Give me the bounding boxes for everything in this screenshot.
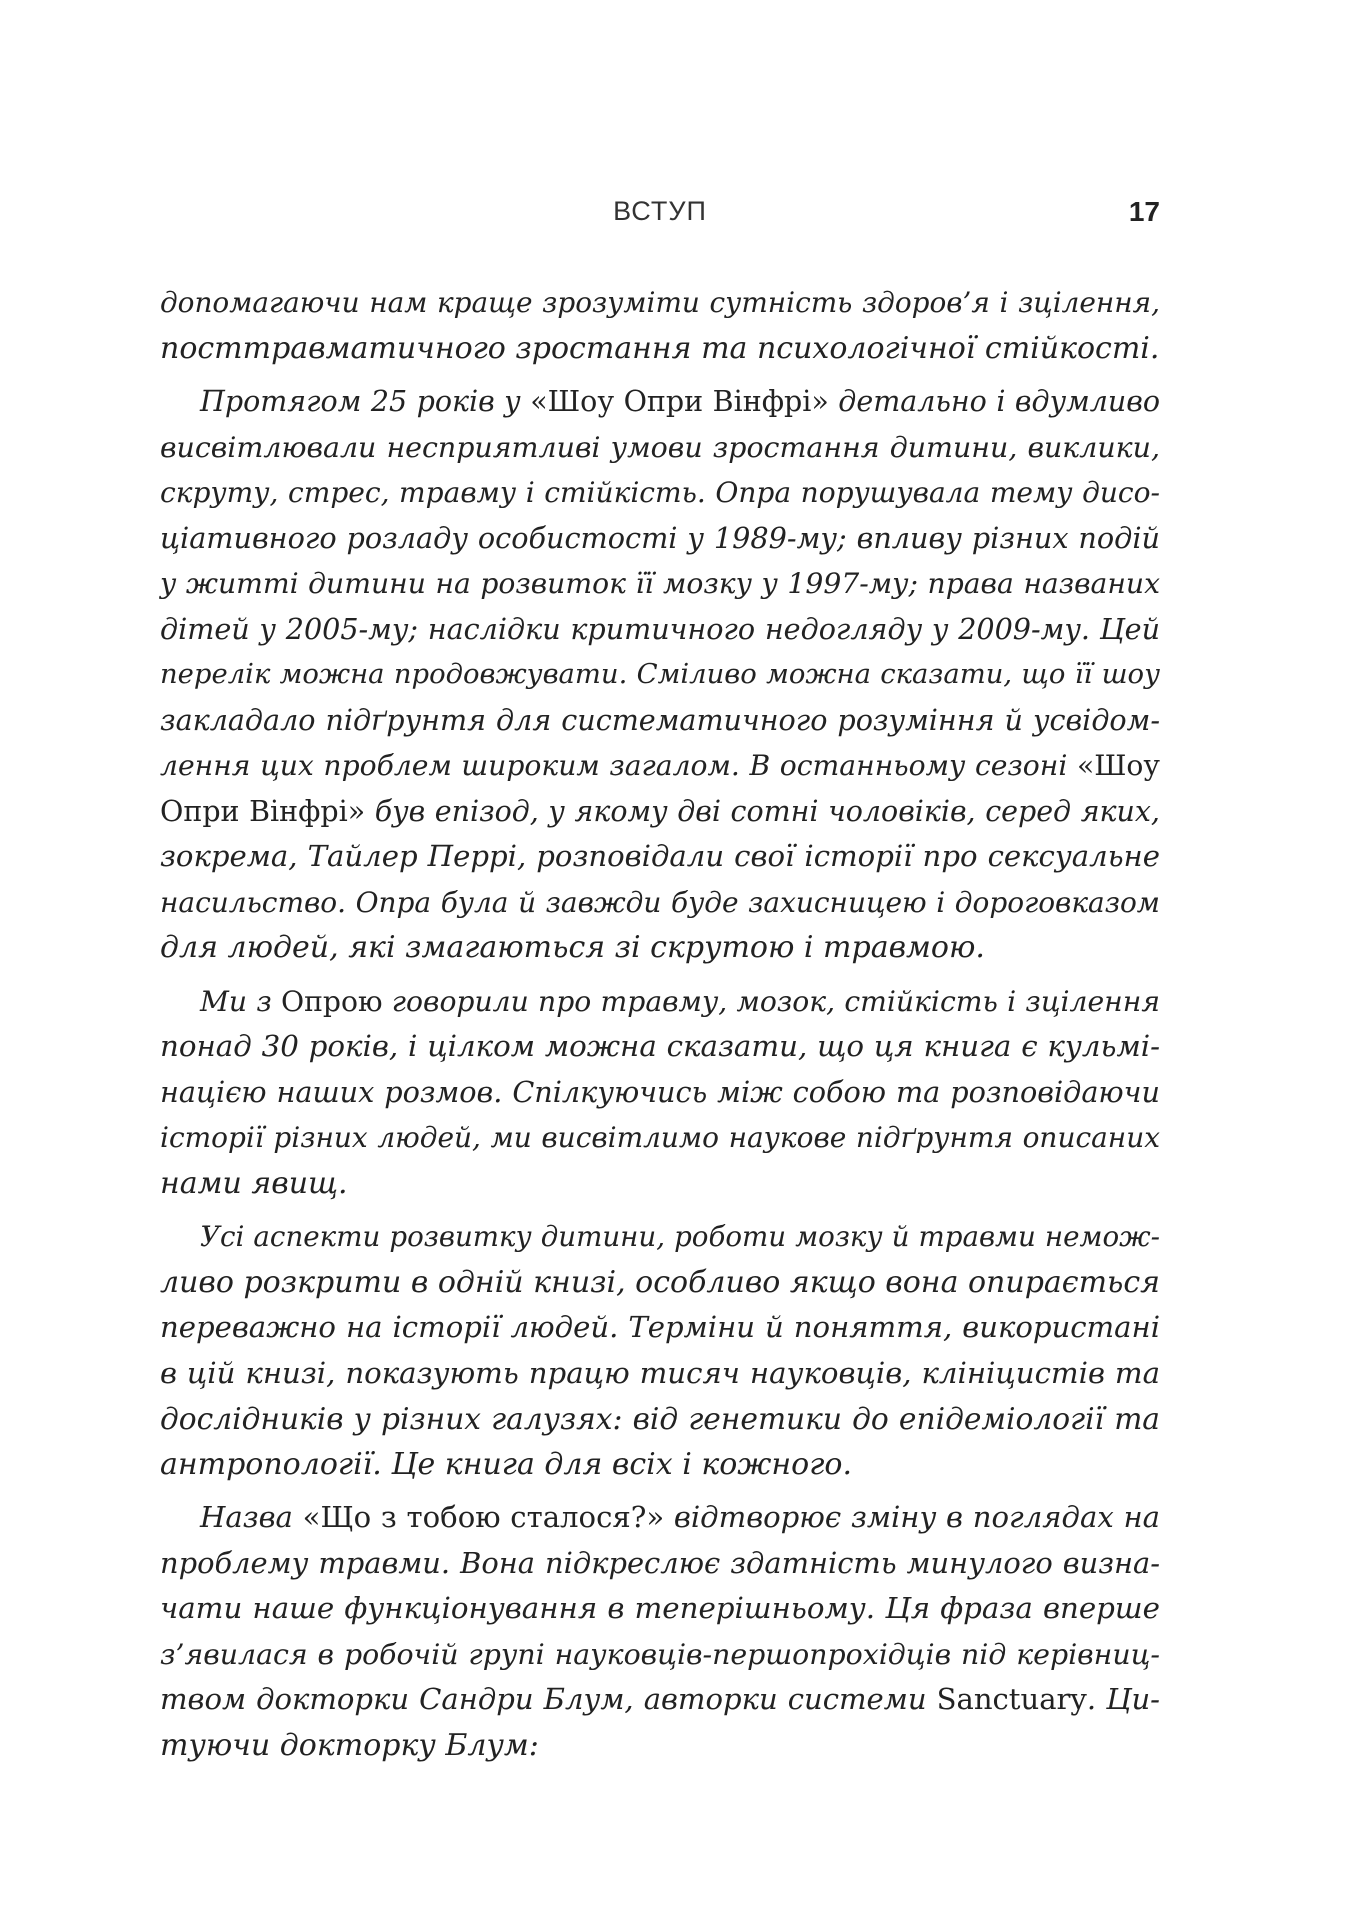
text-line: ціативного розладу особистості у 1989-му; впливу різних подій <box>160 520 1160 555</box>
upright-text: Sanctuary <box>936 1682 1087 1716</box>
text-line: Усі аспекти розвитку дитини, роботи мозку й травми немож- <box>200 1220 1160 1253</box>
paragraph-gap <box>160 971 1160 979</box>
text-line: дослідників у різних галузях: від генетики до епідеміології та <box>160 1401 1160 1436</box>
text-line: ливо розкрити в одній книзі, особливо якщо вона опирається <box>160 1264 1161 1300</box>
text-line: у житті дитини на розвиток її мозку у 1997-му; права названих <box>160 567 1160 600</box>
text-line: нацією наших розмов. Спілкуючись між собою та розповідаючи <box>160 1074 1160 1109</box>
body-text <box>160 280 1160 1768</box>
text-line: Протягом 25 років у «Шоу Опри Вінфрі» детально і вдумливо <box>200 385 1160 418</box>
upright-text: «Що з тобою сталося?» <box>302 1500 665 1534</box>
text-line: посттравматичного зростання та психологічної стійкості. <box>160 330 1160 366</box>
text-line: висвітлювали несприятливі умови зростання дитини, виклики, <box>160 430 1160 464</box>
upright-text: Опри Вінфрі» <box>160 794 366 828</box>
text-line: насильство. Опра була й завжди буде захисницею і дороговказом <box>160 885 1160 919</box>
paragraph <box>160 280 1160 371</box>
text-line: Опри Вінфрі» був епізод, у якому дві сотні чоловіків, серед яких, <box>160 794 1160 828</box>
upright-text: «Шоу Опри Вінфрі» <box>530 385 829 418</box>
text-line: в цій книзі, показують працю тисяч науковців, клініцистів та <box>160 1355 1160 1390</box>
section-title: ВСТУП <box>613 196 707 226</box>
text-line: проблему травми. Вона підкреслює здатність минулого визна- <box>160 1545 1160 1580</box>
text-line: дітей у 2005-му; наслідки критичного недогляду у 2009-му. Цей <box>160 611 1160 646</box>
upright-text: Опрою <box>281 984 383 1018</box>
text-line: туючи докторку Блум: <box>160 1727 539 1763</box>
text-line: нами явищ. <box>160 1165 348 1201</box>
text-line: лення цих проблем широким загалом. В останньому сезоні «Шоу <box>160 749 1160 782</box>
text-line: переважно на історії людей. Терміни й поняття, використані <box>160 1310 1160 1344</box>
text-line: зокрема, Тайлер Перрі, розповідали свої історії про сексуальне <box>160 839 1160 873</box>
text-line: для людей, які змагаються зі скрутою і травмою. <box>160 930 985 965</box>
text-line: твом докторки Сандри Блум, авторки системи Sanctuary. Ци- <box>160 1682 1160 1716</box>
text-line: з’явилася в робочій групі науковців-першопрохідців під керівниц- <box>160 1637 1160 1671</box>
text-line: Назва «Що з тобою сталося?» відтворює зміну в поглядах на <box>200 1500 1161 1534</box>
paragraph-gap <box>160 371 1160 379</box>
text-line: закладало підґрунтя для систематичного розуміння й усвідом- <box>160 702 1160 737</box>
page-number: 17 <box>1128 196 1160 227</box>
text-line: антропології. Це книга для всіх і кожного. <box>160 1446 852 1482</box>
paragraph <box>160 1495 1160 1768</box>
upright-text: «Шоу <box>1076 749 1160 782</box>
text-line: понад 30 років, і цілком можна сказати, що ця книга є кульмі- <box>160 1029 1160 1063</box>
text-line: скруту, стрес, травму і стійкість. Опра порушувала тему дисо- <box>160 476 1160 509</box>
paragraph <box>160 379 1160 971</box>
paragraph <box>160 979 1160 1207</box>
paragraph <box>160 1214 1160 1487</box>
text-line: історії різних людей, ми висвітлимо наукове підґрунтя описаних <box>160 1121 1160 1154</box>
paragraph-gap <box>160 1206 1160 1214</box>
running-head <box>160 196 1160 236</box>
text-line: чати наше функціонування в теперішньому. Ця фраза вперше <box>160 1591 1160 1625</box>
text-line: допомагаючи нам краще зрозуміти сутність здоров’я і зцілення, <box>160 286 1160 319</box>
text-line: перелік можна продовжувати. Сміливо можна сказати, що її шоу <box>160 659 1160 690</box>
paragraph-gap <box>160 1487 1160 1495</box>
text-line: Ми з Опрою говорили про травму, мозок, стійкість і зцілення <box>200 984 1160 1018</box>
